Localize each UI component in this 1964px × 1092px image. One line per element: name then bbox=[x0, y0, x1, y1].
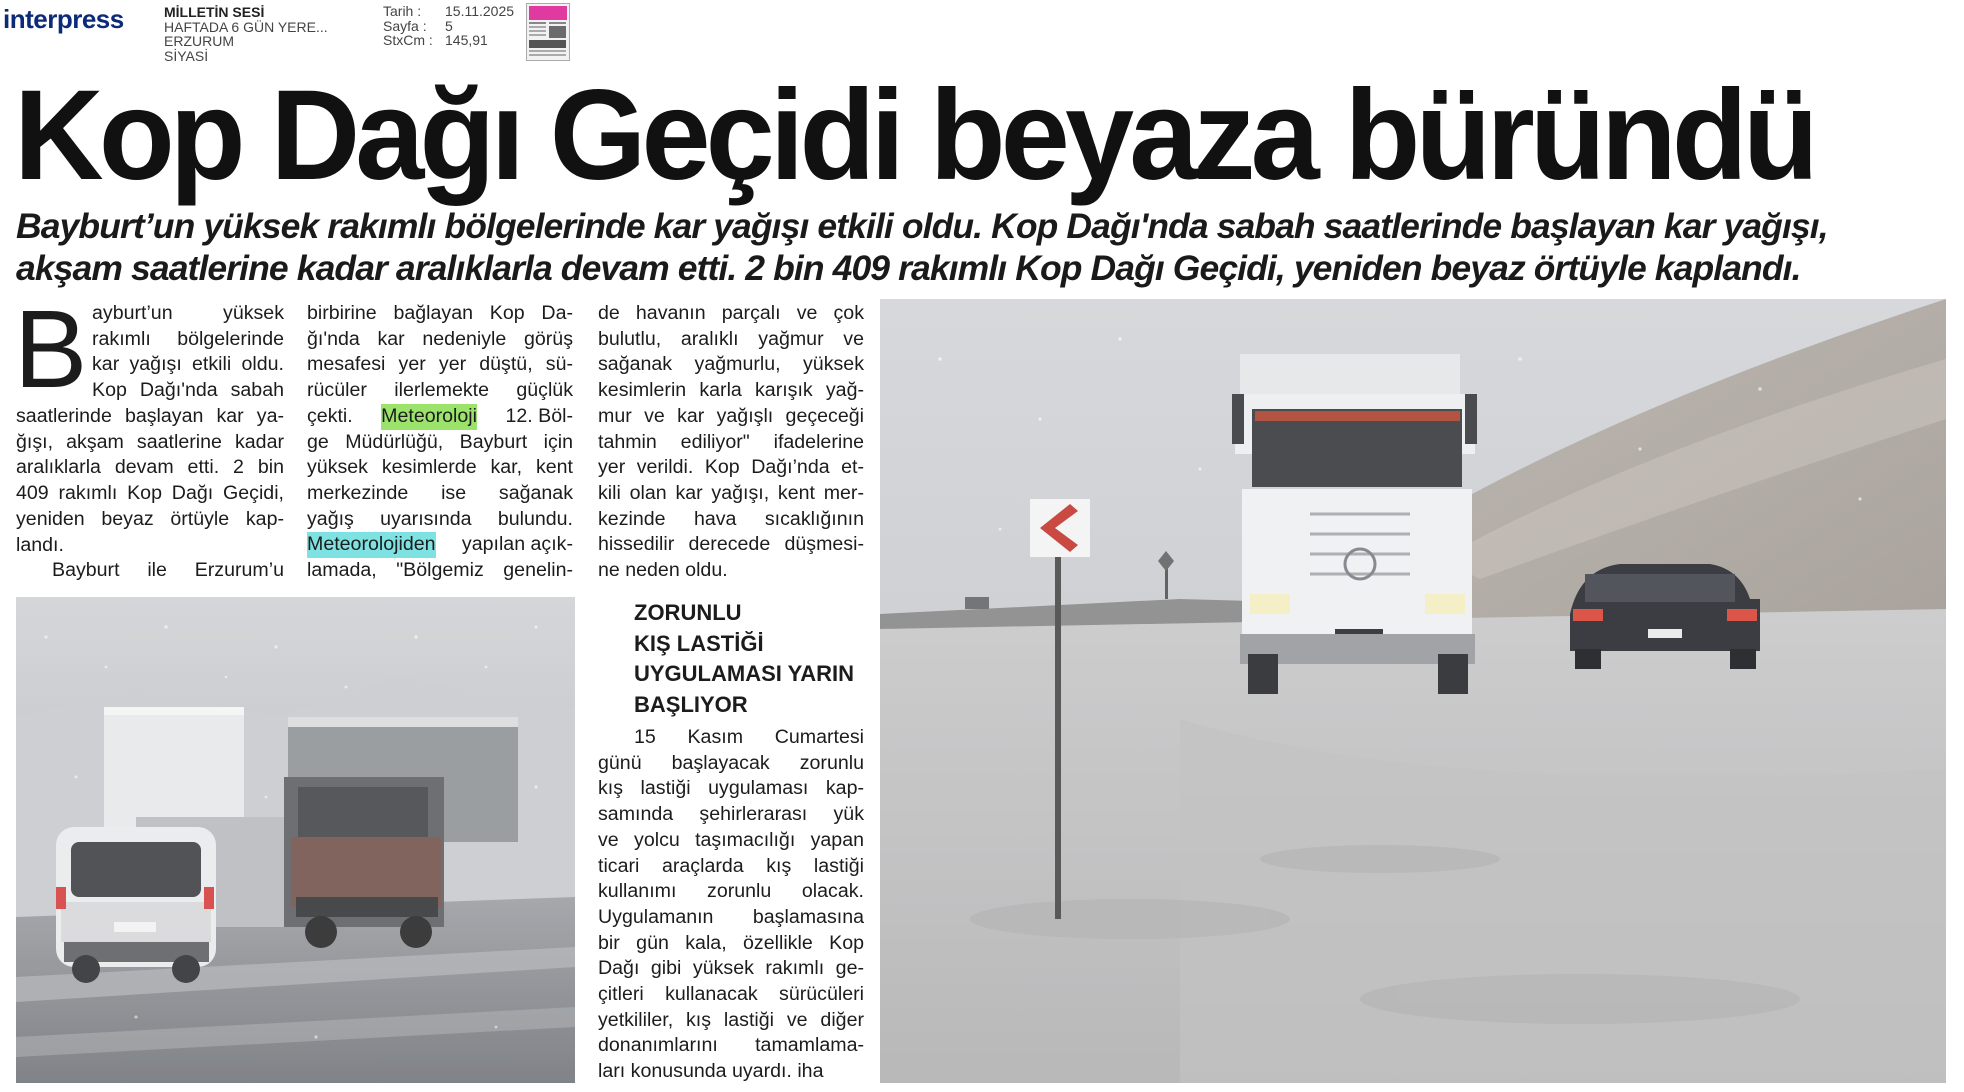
page-value: 5 bbox=[445, 17, 453, 34]
stxcm-label: StxCm : bbox=[383, 32, 433, 48]
publication-frequency: HAFTADA 6 GÜN YERE... bbox=[164, 18, 328, 35]
body-line: kili olan kar yağışı, kent mer- bbox=[598, 481, 864, 504]
column-3-lower bbox=[598, 725, 864, 1085]
body-line: ge Müdürlüğü, Bayburt için bbox=[307, 430, 573, 453]
body-line: saatlerinde başlayan kar ya- bbox=[16, 405, 284, 427]
body-line: yer verildi. Kop Dağı’nda et- bbox=[598, 456, 864, 479]
body-line: çitleri kullanacak sürücüleri bbox=[598, 983, 864, 1006]
body-word: çekti. bbox=[307, 404, 353, 427]
body-line: kesimlerin karla karışık yağ- bbox=[598, 379, 864, 402]
stxcm-value: 145,91 bbox=[445, 32, 488, 48]
publication-name: MİLLETİN SESİ bbox=[164, 4, 265, 20]
body-word: 12. Böl- bbox=[505, 404, 573, 427]
page-label: Sayfa : bbox=[383, 17, 427, 34]
body-line: ne neden oldu. bbox=[598, 559, 728, 582]
subheadline bbox=[16, 205, 1961, 289]
body-line: kullanımı zorunlu olacak. bbox=[598, 880, 864, 903]
body-line: ğışı, akşam saatlerine kadar bbox=[16, 430, 284, 453]
body-line: birbirine bağlayan Kop Da- bbox=[307, 302, 573, 324]
column-1-top bbox=[92, 301, 284, 404]
body-line: rakımlı bölgelerinde bbox=[92, 327, 284, 350]
clip-meta-labels bbox=[383, 4, 433, 48]
body-line: tahmin ediliyor" ifadelerine bbox=[598, 430, 864, 453]
body-line: yağış uyarısında bulundu. bbox=[307, 507, 573, 530]
body-line: yetkililer, kış lastiği ve diğer bbox=[598, 1008, 864, 1031]
date-label: Tarih : bbox=[383, 3, 422, 19]
body-line: Bayburt ile Erzurum’u bbox=[52, 559, 284, 582]
publication-info bbox=[164, 5, 328, 63]
body-line: hissedilir derecede düşmesi- bbox=[598, 533, 864, 556]
body-line: bulutlu, aralıklı yağmur ve bbox=[598, 327, 864, 350]
column-2 bbox=[307, 301, 573, 584]
subheadline-line-1: Bayburt’un yüksek rakımlı bölgelerinde kar yağışı etkili oldu. Kop Dağı'nda sabah saatlerinde başlayan kar yağışı, bbox=[16, 206, 1828, 246]
body-line: kezinde hava sıcaklığının bbox=[598, 507, 864, 530]
body-line: günü başlayacak zorunlu bbox=[598, 751, 864, 774]
body-line: lamada, "Bölgemiz genelin- bbox=[307, 559, 573, 582]
interpress-logo: interpress bbox=[3, 4, 124, 34]
subtitle-line: UYGULAMASI YARIN bbox=[634, 661, 855, 686]
page-thumbnail-graphic bbox=[527, 4, 569, 60]
body-line: kar yağışı etkili oldu. bbox=[92, 353, 284, 376]
drop-cap: B bbox=[14, 288, 88, 411]
body-line: donanımlarını tamamlama- bbox=[598, 1034, 864, 1057]
mountain-road-scene-image bbox=[880, 299, 1946, 1083]
body-line: yüksek kesimlerde kar, kent bbox=[307, 456, 573, 479]
body-line: merkezinde ise sağanak bbox=[307, 481, 573, 504]
body-line: aralıklarla devam etti. 2 bin bbox=[16, 456, 284, 479]
date-value: 15.11.2025 bbox=[445, 3, 515, 19]
body-line: mur ve kar yağışlı geçeceği bbox=[598, 404, 864, 427]
subtitle-line: ZORUNLU bbox=[634, 600, 742, 625]
body-line: 409 rakımlı Kop Dağı Geçidi, bbox=[16, 482, 284, 505]
body-line: samında şehirlerarası yük bbox=[598, 803, 864, 826]
body-line bbox=[307, 532, 573, 558]
subtitle-line: KIŞ LASTİĞİ bbox=[634, 630, 764, 656]
section-subtitle bbox=[634, 598, 874, 720]
body-line: Uygulamanın başlamasına bbox=[598, 905, 864, 928]
snowstorm-scene-image bbox=[16, 597, 575, 1083]
body-line: ayburt’un yüksek bbox=[92, 302, 284, 324]
photo-trucks-snowstorm bbox=[16, 597, 575, 1083]
body-line: kış lastiği uygulaması kap- bbox=[598, 777, 864, 800]
page-thumbnail bbox=[526, 3, 570, 61]
body-line: ları konusunda uyardı. iha bbox=[598, 1060, 824, 1083]
body-line: bir gün kala, özellikle Kop bbox=[598, 931, 864, 954]
highlight-meteoroloji: Meteoroloji bbox=[381, 404, 477, 430]
photo-kop-pass-road bbox=[880, 299, 1946, 1083]
body-line: ğı'nda kar nedeniyle görüş bbox=[307, 327, 573, 350]
column-3 bbox=[598, 301, 864, 584]
clip-meta-values bbox=[445, 4, 514, 48]
publication-city: ERZURUM bbox=[164, 33, 234, 49]
subheadline-line-2: akşam saatlerine kadar aralıklarla devam etti. 2 bin 409 rakımlı Kop Dağı Geçidi, yeniden beyaz örtüyle kaplandı. bbox=[16, 248, 1801, 288]
body-line bbox=[307, 404, 573, 430]
body-line: ve yolcu taşımacılığı yapan bbox=[598, 828, 864, 851]
column-1-body bbox=[16, 404, 284, 584]
body-line: ticari araçlarda kış lastiği bbox=[598, 854, 864, 877]
headline: Kop Dağı Geçidi beyaza büründü bbox=[14, 64, 1814, 207]
body-line: de havanın parçalı ve çok bbox=[598, 302, 864, 324]
body-line: rücüler ilerlemekte güçlük bbox=[307, 379, 573, 402]
body-line: Dağı gibi yüksek rakımlı ge- bbox=[598, 957, 864, 980]
body-line: Kop Dağı'nda sabah bbox=[92, 379, 284, 402]
body-line: mesafesi yer yer düştü, sü- bbox=[307, 353, 573, 376]
body-line: 15 Kasım Cumartesi bbox=[634, 726, 864, 748]
body-line: landı. bbox=[16, 533, 64, 556]
body-line: sağanak yağmurlu, yüksek bbox=[598, 353, 864, 376]
highlight-meteorolojiden: Meteorolojiden bbox=[307, 532, 436, 558]
body-line: yeniden beyaz örtüyle kap- bbox=[16, 507, 284, 530]
publication-category: SİYASİ bbox=[164, 47, 209, 64]
body-word: yapılan açık- bbox=[461, 533, 573, 556]
subtitle-line: BAŞLIYOR bbox=[634, 691, 748, 717]
